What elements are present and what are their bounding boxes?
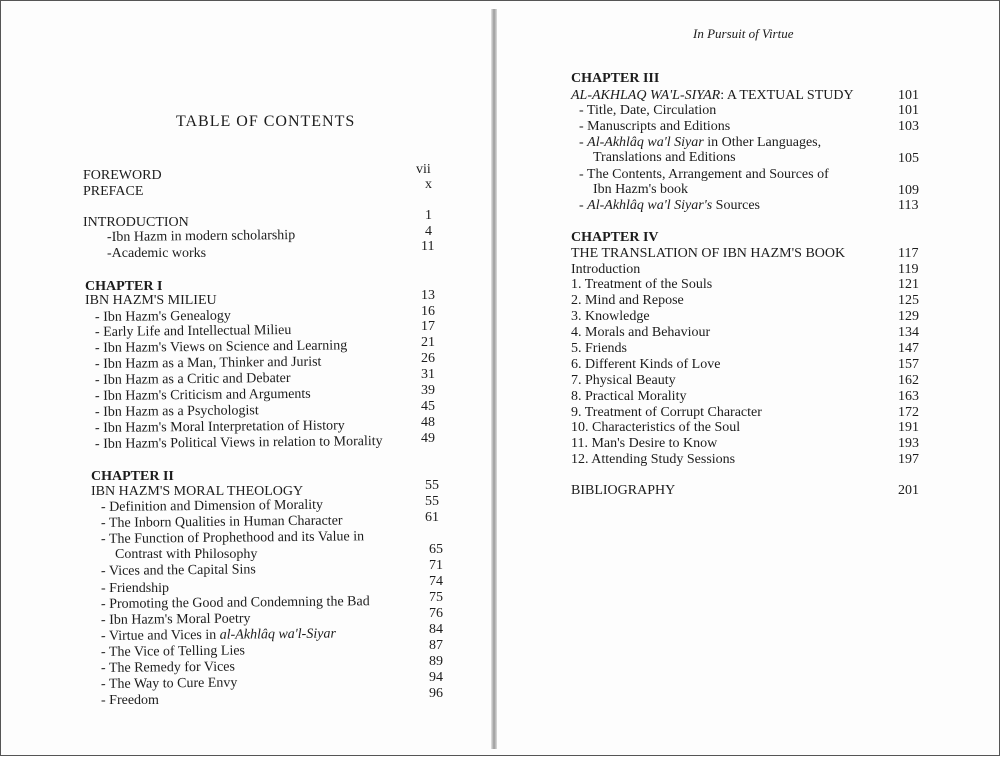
toc-page: 13	[421, 288, 435, 303]
toc-page-introduction: 1	[425, 208, 432, 223]
toc-page: 103	[898, 119, 919, 134]
book-gutter	[491, 9, 497, 749]
toc-entry: 10. Characteristics of the Soul	[571, 420, 741, 435]
toc-page: 87	[429, 638, 443, 653]
toc-page: 74	[429, 574, 443, 589]
toc-entry-continued: Ibn Hazm's book	[593, 182, 689, 197]
toc-entry: 8. Practical Morality	[571, 389, 687, 404]
chapter-title-rest: : A TEXTUAL STUDY	[720, 88, 854, 103]
toc-entry: - Friendship	[101, 581, 170, 596]
toc-page: 113	[898, 198, 919, 213]
toc-page: 94	[429, 670, 443, 685]
toc-page: 45	[421, 399, 435, 414]
toc-page: 163	[898, 389, 919, 404]
toc-entry: - The Inborn Qualities in Human Character	[100, 513, 343, 531]
toc-page: 55	[425, 478, 439, 493]
toc-page: 89	[429, 654, 443, 669]
toc-page: 39	[421, 383, 435, 398]
toc-entry: 1. Treatment of the Souls	[571, 277, 713, 292]
toc-entry: - Ibn Hazm as a Critic and Debater	[94, 370, 291, 388]
toc-page: 117	[898, 246, 919, 261]
chapter-heading: CHAPTER III	[571, 71, 660, 86]
toc-page: 197	[898, 452, 919, 467]
toc-page: 55	[425, 494, 439, 509]
chapter-title: IBN HAZM'S MILIEU	[85, 293, 217, 308]
toc-page: 129	[898, 309, 919, 324]
toc-page: 191	[898, 420, 919, 435]
toc-entry: - Definition and Dimension of Morality	[100, 497, 324, 515]
right-page	[498, 1, 1000, 757]
toc-entry: - The Way to Cure Envy	[100, 675, 238, 692]
toc-page: 101	[898, 88, 919, 103]
book-title-italic: Al-Akhlâq wa'l Siyar's	[587, 198, 713, 213]
toc-entry: - Ibn Hazm as a Psychologist	[94, 403, 259, 420]
toc-page: 157	[898, 357, 919, 372]
toc-entry-continued: Translations and Editions	[593, 150, 736, 165]
toc-entry: - Ibn Hazm's Views on Science and Learning	[94, 338, 348, 356]
chapter-heading: CHAPTER IV	[571, 230, 659, 245]
toc-page: 11	[421, 239, 435, 254]
toc-entry: - Ibn Hazm's Criticism and Arguments	[94, 386, 311, 404]
toc-page: 105	[898, 151, 919, 166]
toc-entry: - Ibn Hazm's Moral Interpretation of History	[94, 418, 345, 436]
chapter-title: IBN HAZM'S MORAL THEOLOGY	[91, 484, 304, 499]
toc-title: TABLE OF CONTENTS	[176, 113, 356, 130]
book-title-italic: al-Akhlâq wa'l-Siyar	[219, 626, 336, 643]
toc-entry: - Ibn Hazm's Moral Poetry	[100, 611, 251, 628]
toc-entry: 6. Different Kinds of Love	[571, 357, 721, 372]
toc-entry-text: Sources	[712, 198, 760, 213]
chapter-heading: CHAPTER I	[85, 279, 163, 294]
toc-page: 65	[429, 542, 443, 557]
toc-entry: - The Function of Prophethood and its Value in	[100, 529, 365, 547]
toc-entry: - The Vice of Telling Lies	[100, 643, 246, 660]
toc-page-foreword: vii	[416, 162, 431, 177]
chapter-heading: CHAPTER II	[91, 469, 174, 484]
toc-entry-prefix: -	[579, 198, 588, 213]
toc-entry-introduction: INTRODUCTION	[83, 215, 189, 230]
toc-entry: -Ibn Hazm in modern scholarship	[106, 228, 296, 245]
toc-entry: 4. Morals and Behaviour	[571, 325, 711, 340]
toc-entry-continued: Contrast with Philosophy	[115, 547, 258, 562]
toc-page: 84	[429, 622, 443, 637]
toc-entry: - The Contents, Arrangement and Sources of	[579, 167, 829, 182]
toc-entry: - Vices and the Capital Sins	[100, 562, 256, 579]
toc-page: 193	[898, 436, 919, 451]
toc-entry-text: - Virtue and Vices in	[100, 627, 220, 644]
toc-page: 26	[421, 351, 435, 366]
toc-entry	[101, 627, 336, 645]
toc-page: 17	[421, 319, 435, 334]
toc-entry: 12. Attending Study Sessions	[571, 452, 736, 467]
toc-entry	[579, 198, 760, 214]
toc-page: 96	[429, 686, 443, 701]
toc-entry: - Ibn Hazm's Political Views in relation to Morality	[94, 433, 383, 452]
toc-entry-prefix: -	[579, 135, 588, 150]
left-page	[1, 1, 495, 757]
chapter-title	[571, 88, 854, 104]
toc-page: 134	[898, 325, 919, 340]
toc-page: 48	[421, 415, 435, 430]
toc-entry: - Promoting the Good and Condemning the Bad	[100, 594, 370, 612]
toc-entry: 5. Friends	[571, 341, 627, 356]
toc-entry: 2. Mind and Repose	[571, 293, 684, 308]
toc-page: 109	[898, 183, 919, 198]
toc-page: 61	[425, 510, 439, 525]
toc-entry: - Ibn Hazm's Genealogy	[94, 308, 231, 325]
toc-entry-bibliography: BIBLIOGRAPHY	[571, 483, 676, 498]
toc-page: 162	[898, 373, 919, 388]
toc-entry: - Early Life and Intellectual Milieu	[94, 322, 292, 340]
toc-page: 76	[429, 606, 443, 621]
chapter-title: THE TRANSLATION OF IBN HAZM'S BOOK	[571, 246, 846, 261]
toc-entry: - The Remedy for Vices	[100, 659, 236, 676]
toc-entry: 7. Physical Beauty	[571, 373, 676, 388]
toc-entry-foreword: FOREWORD	[83, 168, 162, 183]
chapter-title-italic: AL-AKHLAQ WA'L-SIYAR	[571, 88, 721, 103]
toc-entry-preface: PREFACE	[83, 184, 144, 199]
toc-page: 4	[425, 224, 432, 239]
toc-page: 49	[421, 431, 435, 446]
toc-entry	[579, 135, 821, 151]
toc-page-bibliography: 201	[898, 483, 919, 498]
toc-entry: -Academic works	[107, 246, 207, 261]
toc-entry: - Freedom	[101, 693, 159, 708]
toc-page: 31	[421, 367, 435, 382]
toc-page: 16	[421, 304, 435, 319]
toc-entry: 11. Man's Desire to Know	[571, 436, 718, 451]
book-title-italic: Al-Akhlâq wa'l Siyar	[587, 135, 704, 150]
toc-entry: Introduction	[571, 262, 641, 277]
toc-page: 147	[898, 341, 919, 356]
toc-entry: 9. Treatment of Corrupt Character	[571, 405, 762, 420]
toc-page: 172	[898, 405, 919, 420]
toc-page: 119	[898, 262, 919, 277]
toc-page: 75	[429, 590, 443, 605]
toc-entry: - Title, Date, Circulation	[579, 103, 717, 118]
toc-page-preface: x	[425, 177, 432, 192]
toc-entry: - Ibn Hazm as a Man, Thinker and Jurist	[94, 354, 322, 372]
toc-entry-text: in Other Languages,	[703, 135, 822, 150]
toc-page: 121	[898, 277, 919, 292]
toc-entry: - Manuscripts and Editions	[579, 119, 731, 134]
toc-page: 71	[429, 558, 443, 573]
toc-page: 125	[898, 293, 919, 308]
toc-page: 21	[421, 335, 435, 350]
toc-entry: 3. Knowledge	[571, 309, 650, 324]
toc-page: 101	[898, 103, 919, 118]
running-head: In Pursuit of Virtue	[693, 26, 794, 41]
